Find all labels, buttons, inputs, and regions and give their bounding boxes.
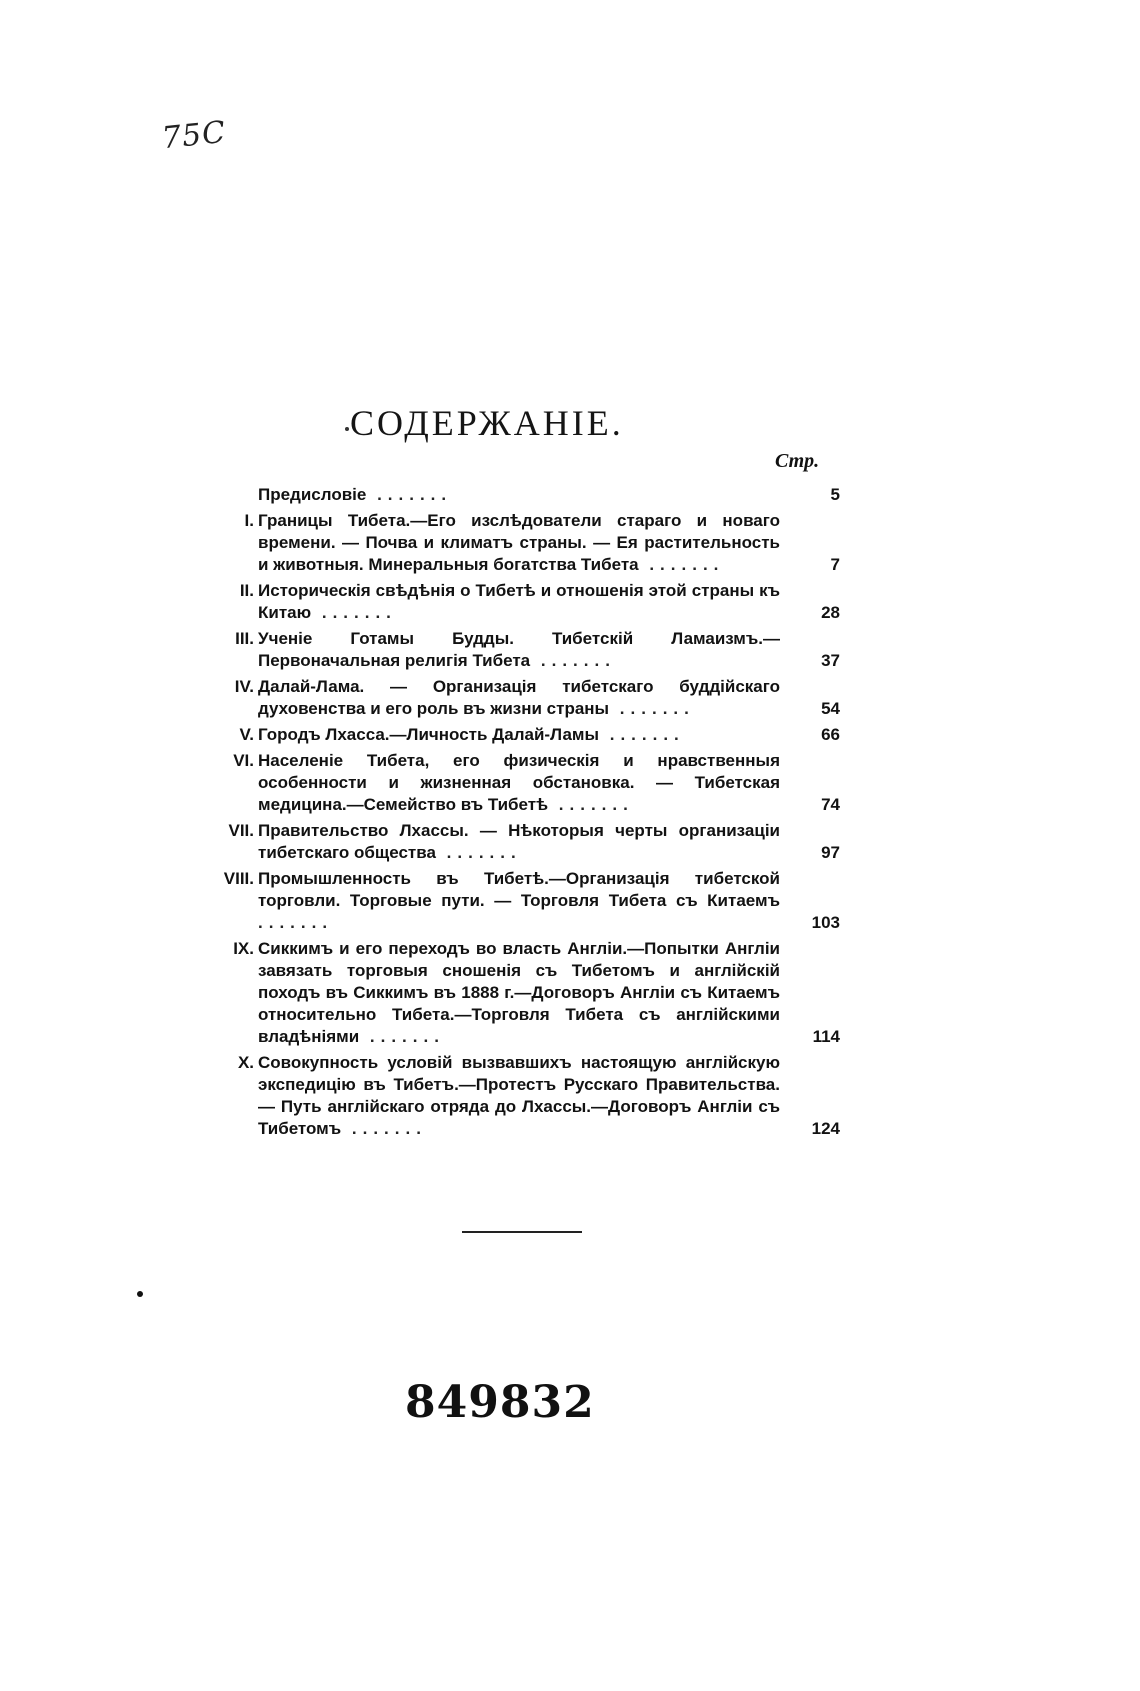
toc-entry [210, 938, 840, 1048]
page-number: 74 [821, 795, 840, 814]
chapter-title [258, 820, 780, 864]
toc-entry [210, 580, 840, 624]
page-number: 97 [821, 843, 840, 862]
chapter-title-text: Ученіе Готамы Будды. Тибетскій Ламаизмъ.—Первоначальная религія Тибета [258, 629, 780, 670]
chapter-title [258, 724, 780, 746]
ink-dot [137, 1291, 143, 1297]
page-number: 7 [830, 555, 840, 574]
dot-leader: ....... [530, 651, 616, 670]
chapter-number: VII. [228, 821, 254, 840]
chapter-number: VI. [233, 751, 254, 770]
title-dot [345, 427, 349, 431]
chapter-title-text: Далай-Лама. — Организація тибетскаго буддійскаго духовенства и его роль въ жизни страны [258, 677, 780, 718]
dot-leader: ....... [638, 555, 725, 574]
page-number: 103 [811, 913, 840, 932]
chapter-number: IX. [233, 939, 254, 958]
chapter-number: X. [237, 1053, 254, 1072]
dot-leader: ....... [548, 795, 634, 814]
page-number: 37 [821, 651, 840, 670]
inventory-number: 849832 [405, 1377, 595, 1428]
chapter-title-text: Населеніе Тибета, его физическія и нравственныя особенности и жизненная обстановка. — Тибетская медицина.—Семейство въ Тибетѣ [258, 751, 780, 814]
chapter-title [258, 868, 780, 934]
page-number: 114 [812, 1027, 840, 1046]
handwritten-mark: 75С [160, 114, 228, 157]
dot-leader: ....... [311, 603, 397, 622]
chapter-title-text: Городъ Лхасса.—Личность Далай-Ламы [258, 725, 599, 744]
chapter-number: III. [235, 629, 254, 648]
dot-leader: ....... [609, 699, 695, 718]
dot-leader: ....... [359, 1027, 445, 1046]
dot-leader: ....... [599, 725, 685, 744]
chapter-number: IV. [234, 677, 254, 696]
toc-entry [210, 676, 840, 720]
chapter-title [258, 484, 780, 506]
toc-entry [210, 1052, 840, 1140]
chapter-title [258, 750, 780, 816]
chapter-title [258, 938, 780, 1048]
dot-leader: ....... [341, 1119, 427, 1138]
chapter-title [258, 510, 780, 576]
toc-entry [210, 820, 840, 864]
chapter-title [258, 1052, 780, 1140]
chapter-number: I. [244, 511, 254, 530]
chapter-title [258, 676, 780, 720]
chapter-title [258, 628, 780, 672]
chapter-title [258, 580, 780, 624]
chapter-title-text: Промышленность въ Тибетѣ.—Организація тибетской торговли. Торговые пути. — Торговля Тибета съ Китаемъ [258, 869, 780, 910]
page-title: СОДЕРЖАНІЕ. [350, 403, 624, 443]
page-number: 28 [821, 603, 840, 622]
chapter-number: II. [239, 581, 254, 600]
pages-column-header: Стр. [775, 450, 820, 472]
toc-entry [210, 510, 840, 576]
chapter-title-text: Правительство Лхассы. — Нѣкоторыя черты организаціи тибетскаго общества [258, 821, 780, 862]
page-number: 124 [811, 1119, 840, 1138]
chapter-title-text: Сиккимъ и его переходъ во власть Англіи.—Попытки Англіи завязать торговыя сношенія съ Тибетомъ и англійскій походъ въ Сиккимъ въ 1888 г.—Договоръ Англіи съ Китаемъ относительно Тибета.—Торговля Тибета съ англійскими владѣніями [258, 939, 780, 1046]
dot-leader: ....... [435, 843, 522, 862]
chapter-number: VIII. [223, 869, 254, 888]
page-number: 5 [830, 485, 840, 504]
toc-entry [210, 868, 840, 934]
chapter-title-text: Границы Тибета.—Его изслѣдователи стараго и новаго времени. — Почва и климатъ страны. — Ея растительность и животныя. Минеральныя богатства Тибета [258, 511, 780, 574]
page-number: 54 [821, 699, 840, 718]
chapter-number: V. [239, 725, 254, 744]
chapter-title-text: Историческія свѣдѣнія о Тибетѣ и отношенія этой страны къ Китаю [258, 581, 780, 622]
toc-entry [210, 724, 840, 746]
toc-entry [210, 750, 840, 816]
dot-leader: ....... [258, 913, 334, 932]
chapter-title-text: Совокупность условій вызвавшихъ настоящую англійскую экспедицію въ Тибетъ.—Протестъ Русскаго Правительства. — Путь англійскаго отряда до Лхассы.—Договоръ Англіи съ Тибетомъ [258, 1053, 780, 1138]
divider [462, 1231, 582, 1233]
chapter-title-text: Предисловіе [258, 485, 367, 504]
toc-entry [210, 628, 840, 672]
dot-leader: ....... [366, 485, 453, 504]
page-number: 66 [821, 725, 840, 744]
toc-entry [210, 484, 840, 506]
table-of-contents [210, 484, 840, 1144]
